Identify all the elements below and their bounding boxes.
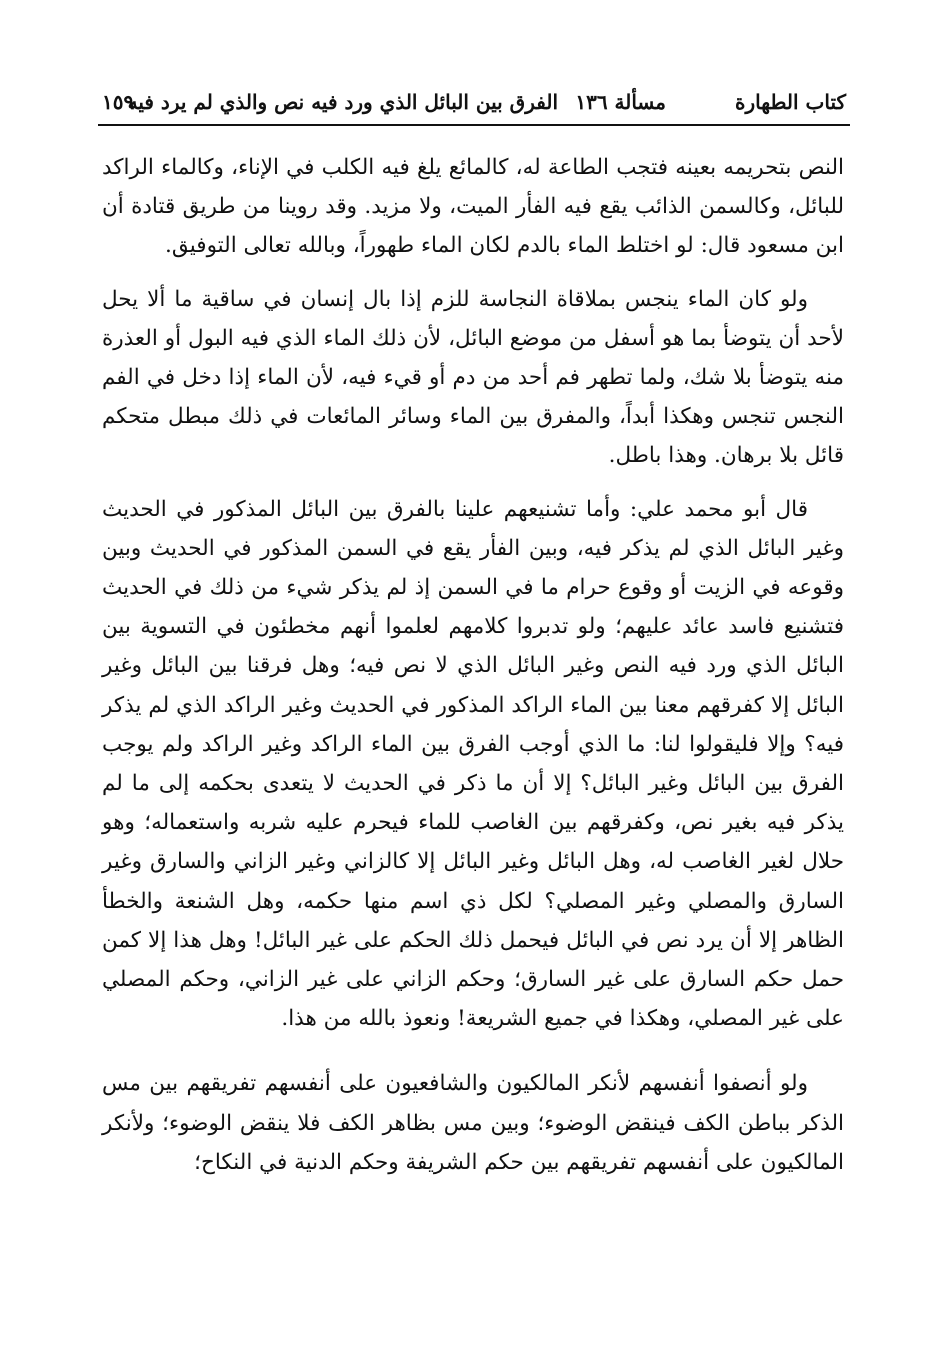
paragraph-2: ولو كان الماء ينجس بملاقاة النجاسة للزم إذا بال إنسان في ساقية ما ألا يحل لأحد أن يتوضأ بما هو أسفل من موضع البائل، لأن ذلك الماء الذي فيه البول أو العذرة منه يتوضأ بلا شك، ولما تطهر فم أحد من دم أو قيء فيه، لأن الماء إذا دخل في الفم النجس تنجس وهكذا أبداً، والمفرق بين الماء وسائر المائعات في ذلك مبطل متحكم قائل بلا برهان. وهذا باطل.: [102, 286, 844, 469]
page-body: [102, 148, 844, 1182]
paragraph-4: ولو أنصفوا أنفسهم لأنكر المالكيون والشافعيون على أنفسهم تفريقهم بين مس الذكر بباطن الكف فينقض الوضوء؛ وبين مس بظاهر الكف فلا ينقض الوضوء؛ ولأنكر المالكيون على أنفسهم تفريقهم بين حكم الشريفة وحكم الدنية في النكاح؛: [102, 1071, 844, 1175]
running-header: [98, 84, 850, 126]
paragraph-1: النص بتحريمه بعينه فتجب الطاعة له، كالمائع يلغ فيه الكلب في الإناء، وكالماء الراكد للبائل، وكالسمن الذائب يقع فيه الفأر الميت، ولا مزيد. وقد روينا من طريق قتادة أن ابن مسعود قال: لو اختلط الماء بالدم لكان الماء طهوراً، وبالله تعالى التوفيق.: [102, 155, 844, 259]
paragraph-3: قال أبو محمد علي: وأما تشنيعهم علينا بالفرق بين البائل المذكور في الحديث وغير البائل الذي لم يذكر فيه، وبين الفأر يقع في السمن المذكور في الحديث وبين وقوعه في الزيت أو وقوع حرام ما في السمن إذ لم يذكر شيء من ذلك في الحديث فتشنيع فاسد عائد عليهم؛ ولو تدبروا كلامهم لعلموا أنهم مخطئون في التسوية بين البائل الذي ورد فيه النص وغير البائل الذي لا نص فيه؛ وهل فرقنا بين البائل وغير البائل إلا كفرقهم معنا بين الماء الراكد المذكور في الحديث وغير الراكد الذي لم يذكر فيه؟ وإلا فليقولوا لنا: ما الذي أوجب الفرق بين الماء الراكد وغير الراكد ولم يوجب الفرق بين البائل وغير البائل؟ إلا أن ما ذكر في الحديث لا يتعدى بحكمه إلى ما لم يذكر فيه بغير نص، وكفرقهم بين الغاصب للماء فيحرم عليه شربه واستعماله؛ وهو حلال لغير الغاصب له، وهل البائل وغير البائل إلا كالزاني وغير الزاني والسارق وغير السارق والمصلي وغير المصلي؟ لكل ذي اسم منها حكمه، وهل الشنعة والخطأ الظاهر إلا أن يرد نص في البائل فيحمل ذلك الحكم على غير البائل! وهل هذا إلا كمن حمل حكم السارق على غير السارق؛ وحكم الزاني على غير الزاني، وحكم المصلي على غير المصلي، وهكذا في جميع الشريعة! ونعوذ بالله من هذا.: [102, 496, 844, 1032]
page-number: ١٥٩: [102, 90, 135, 114]
header-issue-number: مسألة ١٣٦: [575, 90, 666, 114]
header-book-title: كتاب الطهارة: [735, 90, 846, 114]
header-section-title: الفرق بين البائل الذي ورد فيه نص والذي لم يرد فيه: [127, 90, 558, 114]
